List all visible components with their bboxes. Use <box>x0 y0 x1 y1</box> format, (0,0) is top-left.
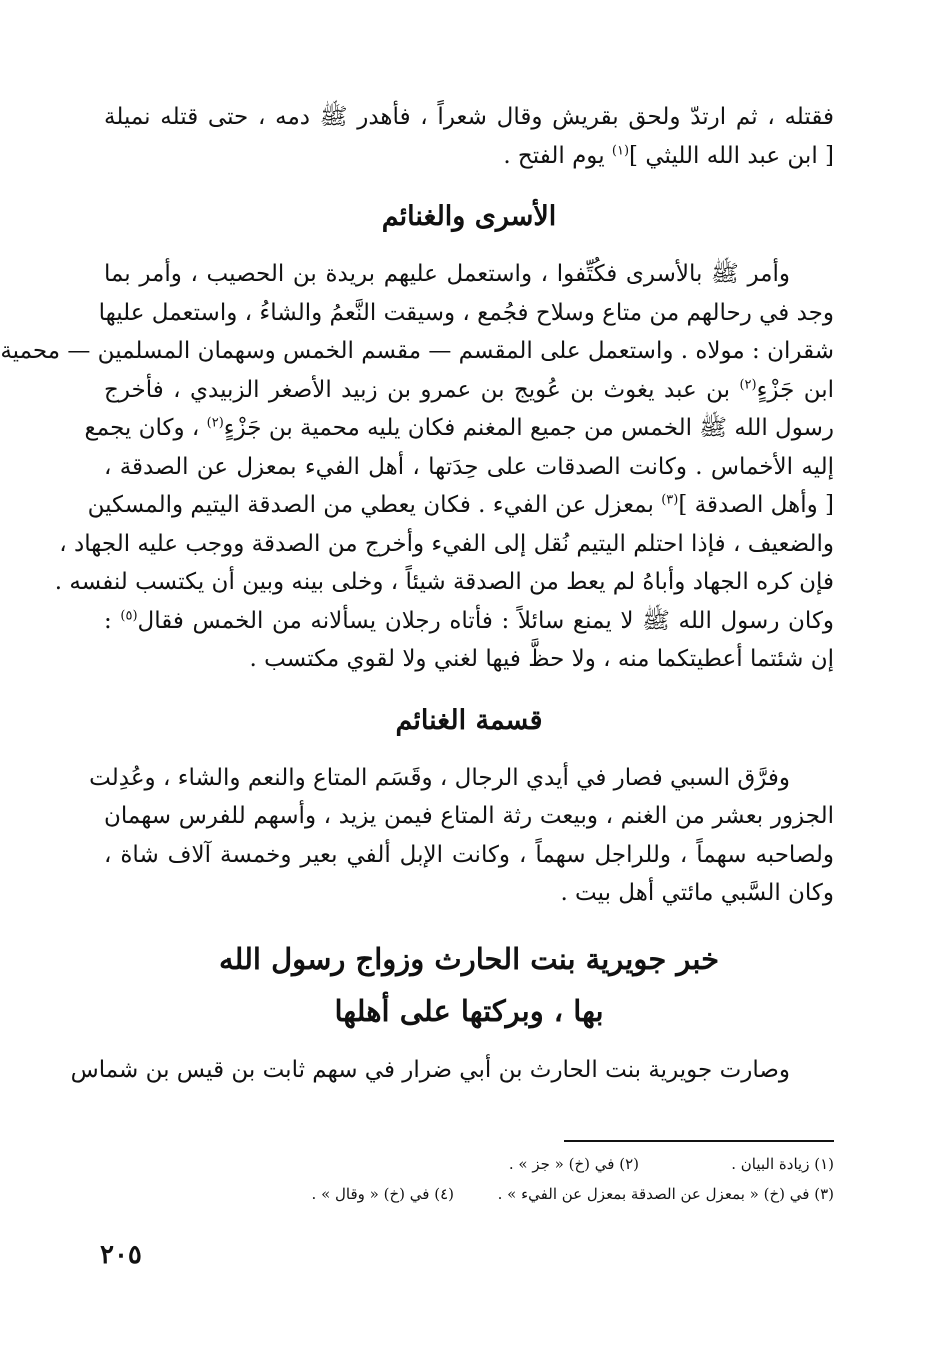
text-line: وجد في رحالهم من متاع وسلاح فجُمع ، وسيقت النَّعمُ والشاءُ ، واستعمل عليها <box>98 299 834 326</box>
section-title: قسمة الغنائم <box>395 704 543 736</box>
footnote-divider <box>564 1140 834 1142</box>
footnote-2: (٢) في (خ) « جز » . <box>508 1155 639 1173</box>
text-segment: يوم الفتح . <box>503 142 605 169</box>
footnotes <box>104 1140 834 1208</box>
text-segment: : <box>104 607 112 634</box>
text-line <box>104 602 834 641</box>
footnote-3: (٣) في (خ) « بمعزل عن الصدقة بمعزل عن الفيء » . <box>497 1185 834 1203</box>
footnote-ref: (٣) <box>661 492 679 508</box>
text-line: وصارت جويرية بنت الحارث بن أبي ضرار في سهم ثابت بن قيس بن شماس <box>70 1056 790 1083</box>
intro-paragraph <box>104 98 834 175</box>
text-segment: وكان رسول الله ﷺ لا يمنع سائلاً : فأتاه رجلان يسألانه من الخمس فقال <box>137 607 835 634</box>
text-line: الجزور بعشر من الغنم ، وبيعت رثة المتاع فيمن يزيد ، وأسهم للفرس سهمان <box>104 803 834 829</box>
text-line: شقران : مولاه . واستعمل على المقسم — مقسم الخمس وسهمان المسلمين — محمية <box>0 338 834 364</box>
text-line: وفرَّق السبي فصار في أيدي الرجال ، وقَسَم المتاع والنعم والشاء ، وعُدِلت <box>89 764 790 791</box>
section-title-line-2: بها ، وبركتها على أهلها <box>334 993 604 1028</box>
footnote-ref: (١) <box>611 142 630 158</box>
text-line: إن شئتما أعطيتكما منه ، ولا حظَّ فيها لغني ولا لقوي مكتسب . <box>249 646 834 672</box>
text-segment: [ وأهل الصدقة ] <box>678 492 834 518</box>
text-segment: بمعزل عن الفيء . فكان يعطي من الصدقة اليتيم والمسكين <box>87 492 654 518</box>
footnote-1: (١) زيادة البيان . <box>731 1155 834 1173</box>
page-body <box>0 98 835 1089</box>
text-line: إليه الأخماس . وكانت الصدقات على حِدَتها ، أهل الفيء بمعزل عن الصدقة ، <box>104 453 834 480</box>
section-title-line-1: خبر جويرية بنت الحارث وزواج رسول الله <box>218 941 720 976</box>
section-paragraph <box>0 255 835 679</box>
text-line <box>104 137 834 176</box>
page-number: ٢٠٥ <box>100 1240 142 1270</box>
text-line: وكان السَّبي مائتي أهل بيت . <box>560 880 834 906</box>
text-line: وأمر ﷺ بالأسرى فكُتِّفوا ، واستعمل عليهم بريدة بن الحصيب ، وأمر بما <box>104 261 790 287</box>
footnote-ref: (٢) <box>206 415 224 431</box>
text-segment: ابن جَزْءٍ <box>756 376 835 403</box>
text-line: فقتله ، ثم ارتدّ ولحق بقريش وقال شعراً ، فأهدر ﷺ دمه ، حتى قتله نميلة <box>104 104 834 130</box>
footnote-ref: (٢) <box>739 376 757 392</box>
section-title: الأسرى والغنائم <box>381 201 557 232</box>
text-line: ولصاحبه سهماً ، وللراجل سهماً ، وكانت الإبل ألفي بعير وخمسة آلاف شاة ، <box>104 841 834 868</box>
text-segment: رسول الله ﷺ الخمس من جميع المغنم فكان يليه محمية بن جَزْءٍ <box>223 415 834 441</box>
footnote-row <box>104 1150 834 1178</box>
footnote-row <box>104 1180 834 1208</box>
text-line <box>84 409 834 448</box>
text-line: فإن كره الجهاد وأباهُ لم يعط من الصدقة شيئاً ، وخلى بينه وبين أن يكتسب لنفسه . <box>54 569 834 595</box>
text-segment: بن عبد يغوث بن عُويج بن عمرو بن زبيد الأصغر الزبيدي ، فأخرج <box>104 376 731 403</box>
footnote-ref: (٥) <box>120 607 138 623</box>
section-paragraph <box>70 1051 834 1090</box>
section-paragraph <box>89 759 834 913</box>
footnote-4: (٤) في (خ) « وقال » . <box>311 1185 454 1203</box>
text-line: والضعيف ، فإذا احتلم اليتيم نُقل إلى الفيء وأخرج من الصدقة ووجب عليه الجهاد ، <box>59 530 834 557</box>
text-line <box>104 371 834 410</box>
text-segment: [ ابن عبد الله الليثي ] <box>629 142 834 169</box>
text-segment: ، وكان يجمع <box>84 415 200 441</box>
text-line <box>87 486 834 525</box>
